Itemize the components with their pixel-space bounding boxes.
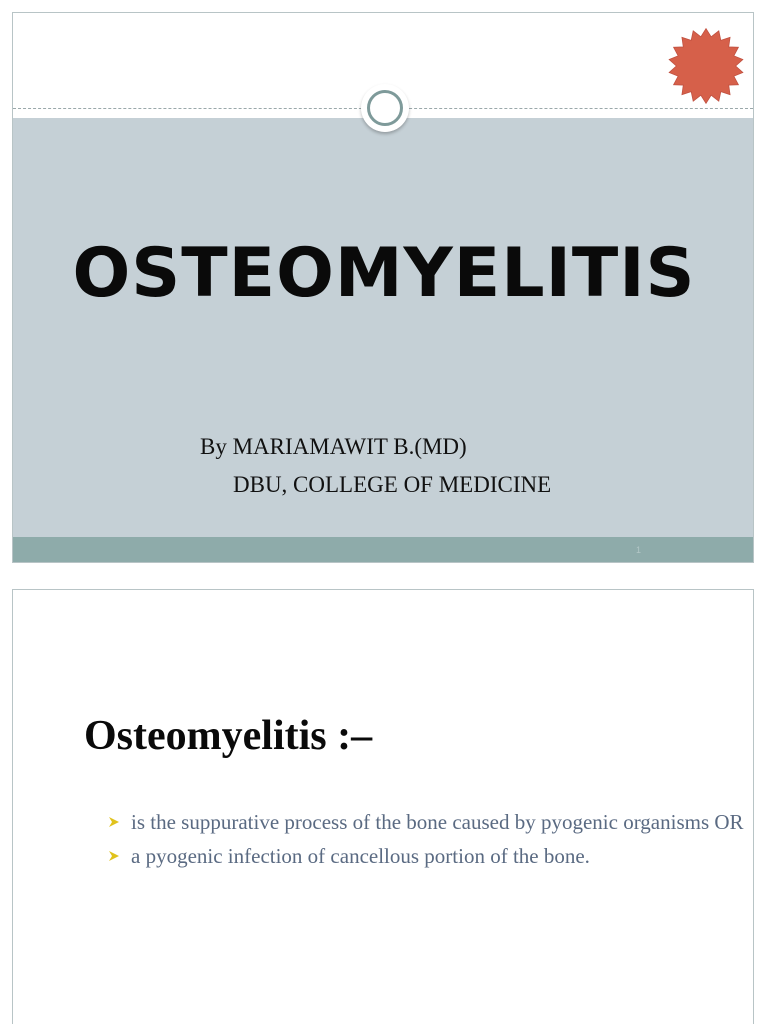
byline-prefix: By <box>200 434 233 459</box>
arrow-bullet-icon <box>108 816 120 828</box>
starburst-icon <box>667 27 745 105</box>
bullet-list <box>108 808 748 876</box>
slide-number: 1 <box>635 545 641 555</box>
author-name: MARIAMAWIT B.(MD) <box>232 434 467 459</box>
section-heading: Osteomyelitis :– <box>84 713 373 759</box>
slide-footer-band <box>13 537 753 563</box>
byline <box>200 434 467 460</box>
bullet-text: a pyogenic infection of cancellous portion of the bone. <box>131 844 590 868</box>
institution-name: DBU, COLLEGE OF MEDICINE <box>233 472 552 497</box>
page-title: OSTEOMYELITIS <box>72 234 696 313</box>
definition-slide <box>12 589 754 1024</box>
arrow-bullet-icon <box>108 850 120 862</box>
list-item <box>108 808 748 836</box>
ring-icon <box>361 84 409 132</box>
list-item <box>108 842 748 870</box>
bullet-text: is the suppurative process of the bone caused by pyogenic organisms OR <box>131 810 744 834</box>
title-slide <box>12 12 754 563</box>
